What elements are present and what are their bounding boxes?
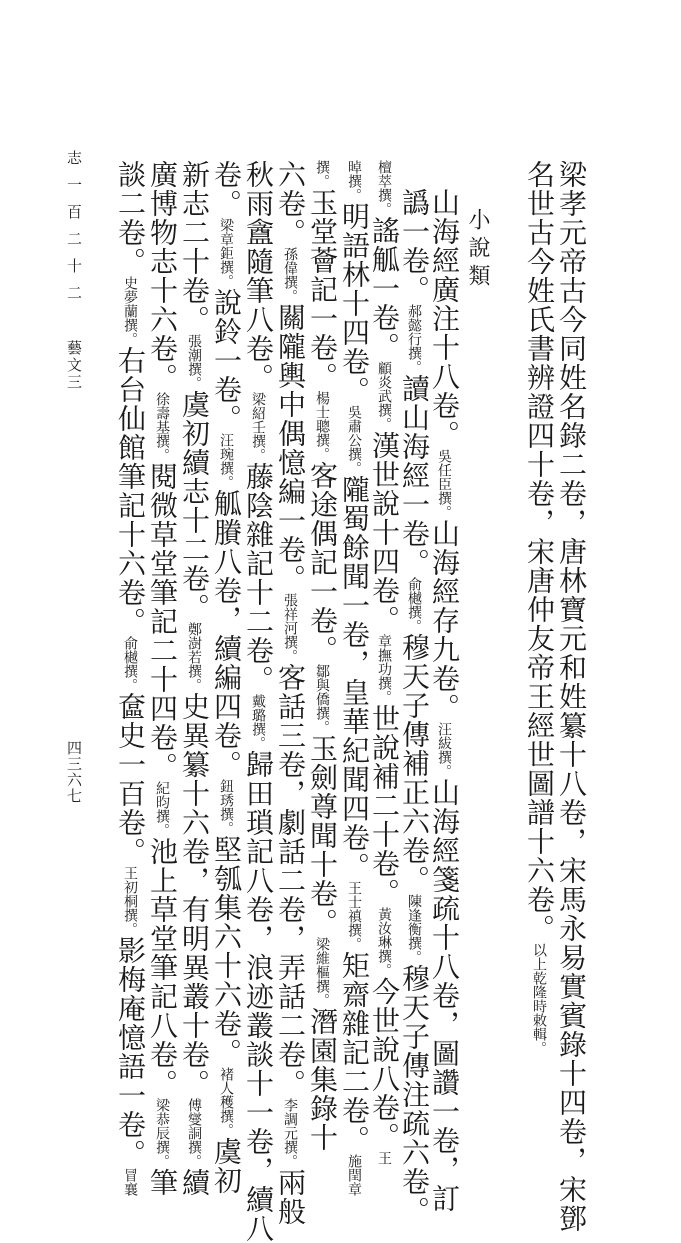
main-text: 今世說八卷。: [368, 977, 401, 1151]
annotation: 晫撰。: [346, 160, 362, 202]
text-column-3: [428, 188, 460, 1213]
main-text: 筆: [146, 1168, 179, 1197]
main-text: 廣博物志十六卷。: [146, 160, 179, 392]
annotation: 俞樾撰。: [406, 577, 422, 633]
main-text: 兩般: [274, 1168, 307, 1226]
annotation: 戴璐撰。: [250, 694, 266, 750]
text-column-8: [274, 160, 306, 1226]
annotation: 鄭澍若撰。: [186, 622, 202, 692]
text-column-7: [306, 160, 338, 1152]
main-text: 客話三卷，劇話二卷，弄話二卷。: [274, 663, 307, 1098]
annotation: 紀昀撰。: [154, 781, 170, 837]
text-column-9: [242, 160, 274, 1243]
main-text: 卷。: [210, 160, 243, 218]
annotation: 吳肅公撰。: [346, 405, 362, 475]
page-number: 四三六七: [65, 740, 83, 804]
annotation: 以上乾隆時敕輯。: [531, 943, 547, 1055]
annotation: 鈕琇撰。: [218, 779, 234, 835]
section-heading: 小說類: [465, 208, 490, 292]
annotation: 撰。: [314, 160, 330, 188]
annotation: 王: [376, 1151, 392, 1165]
main-text: 玉劍尊聞十卷。: [306, 734, 339, 937]
annotation: 陳逢衡撰。: [406, 894, 422, 964]
main-text: 閱微草堂筆記二十四卷。: [146, 462, 179, 781]
volume-label: 志一百二十二: [65, 150, 83, 312]
annotation: 俞樾撰。: [122, 636, 138, 692]
main-text: 穆天子傳補正六卷。: [398, 633, 431, 894]
main-text: 觚賸八卷，續編四卷。: [210, 489, 243, 779]
main-text: 虞初續志十二卷。: [178, 390, 211, 622]
annotation: 張潮撰。: [186, 334, 202, 390]
main-text: 虞初: [210, 1137, 243, 1195]
main-text: 矩齋雜記二卷。: [338, 951, 371, 1154]
main-text: 新志二十卷。: [178, 160, 211, 334]
annotation: 王初桐撰。: [122, 866, 138, 936]
main-text: 讀山海經一卷。: [398, 374, 431, 577]
main-text: 歸田瑣記八卷，浪迹叢談十一卷，續八: [242, 750, 275, 1243]
main-text: 池上草堂筆記八卷。: [146, 837, 179, 1098]
annotation: 孫偉撰。: [282, 247, 298, 303]
annotation: 史夢蘭撰。: [122, 276, 138, 346]
annotation: 楊士聰撰。: [314, 391, 330, 461]
annotation: 王士禛撰。: [346, 881, 362, 951]
annotation: 檀萃撰。: [376, 160, 392, 216]
annotation: 吳任臣撰。: [436, 449, 452, 519]
annotation: 梁恭辰撰。: [154, 1098, 170, 1168]
main-text: 堅瓠集六十六卷。: [210, 835, 243, 1067]
text-column-6: [338, 160, 370, 1196]
main-text: 續: [178, 1168, 211, 1197]
annotation: 鄒與僑撰。: [314, 664, 330, 734]
annotation: 顧炎武撰。: [376, 361, 392, 431]
main-text: 明語林十四卷。: [338, 202, 371, 405]
main-text: 隴蜀餘聞一卷，皇華紀聞四卷。: [338, 475, 371, 881]
main-text: 山海經箋疏十八卷，圖讚一卷，訂: [428, 778, 461, 1213]
main-text: 談二卷。: [114, 160, 147, 276]
main-text: 關隴輿中偶憶編一卷。: [274, 303, 307, 593]
main-text: 世說補二十卷。: [368, 704, 401, 907]
main-text: 客途偶記一卷。: [306, 461, 339, 664]
text-column-2: [523, 160, 555, 1055]
annotation: 汪琬撰。: [218, 433, 234, 489]
annotation: 冒襄: [122, 1168, 138, 1196]
section-label: 藝文三: [65, 340, 83, 391]
main-text: 說鈴一卷。: [210, 288, 243, 433]
annotation: 傅燮詷撰。: [186, 1098, 202, 1168]
text-column-5: [368, 160, 400, 1165]
text-column-4: [398, 188, 430, 1225]
main-text: 梁孝元帝古今同姓名錄二卷，唐林寶元和姓纂十八卷，宋馬永易實賓錄十四卷，宋鄧: [555, 160, 588, 1233]
main-text: 穆天子傳注疏六卷。: [398, 964, 431, 1225]
main-text: 藤陰雜記十二卷。: [242, 462, 275, 694]
text-column-10: [210, 160, 242, 1195]
main-text: 右台仙館筆記十六卷。: [114, 346, 147, 636]
main-text: 謠觚一卷。: [368, 216, 401, 361]
text-column-12: [146, 160, 178, 1197]
main-text: 秋雨盦隨筆八卷。: [242, 160, 275, 392]
annotation: 施閏章: [346, 1154, 362, 1196]
main-text: 六卷。: [274, 160, 307, 247]
main-text: 影梅庵憶語一卷。: [114, 936, 147, 1168]
annotation: 梁紹壬撰。: [250, 392, 266, 462]
annotation: 徐壽基撰。: [154, 392, 170, 462]
annotation: 張祥河撰。: [282, 593, 298, 663]
main-text: 玉堂薈記一卷。: [306, 188, 339, 391]
annotation: 章撫功撰。: [376, 634, 392, 704]
main-text: 漢世說十四卷。: [368, 431, 401, 634]
text-column-1: [555, 160, 587, 1233]
annotation: 汪紱撰。: [436, 722, 452, 778]
annotation: 梁章鉅撰。: [218, 218, 234, 288]
annotation: 黃汝琳撰。: [376, 907, 392, 977]
main-text: 史異纂十六卷，有明異叢十卷。: [178, 692, 211, 1098]
text-column-11: [178, 160, 210, 1197]
annotation: 郝懿行撰。: [406, 304, 422, 374]
text-column-13: [114, 160, 146, 1196]
main-text: 奩史一百卷。: [114, 692, 147, 866]
main-text: 山海經廣注十八卷。: [428, 188, 461, 449]
main-text: 譌一卷。: [398, 188, 431, 304]
main-text: 名世古今姓氏書辨證四十卷，宋唐仲友帝王經世圖譜十六卷。: [523, 160, 556, 943]
annotation: 褚人穫撰。: [218, 1067, 234, 1137]
main-text: 山海經存九卷。: [428, 519, 461, 722]
main-text: 潛園集錄十: [306, 1007, 339, 1152]
annotation: 李調元撰。: [282, 1098, 298, 1168]
annotation: 梁維樞撰。: [314, 937, 330, 1007]
